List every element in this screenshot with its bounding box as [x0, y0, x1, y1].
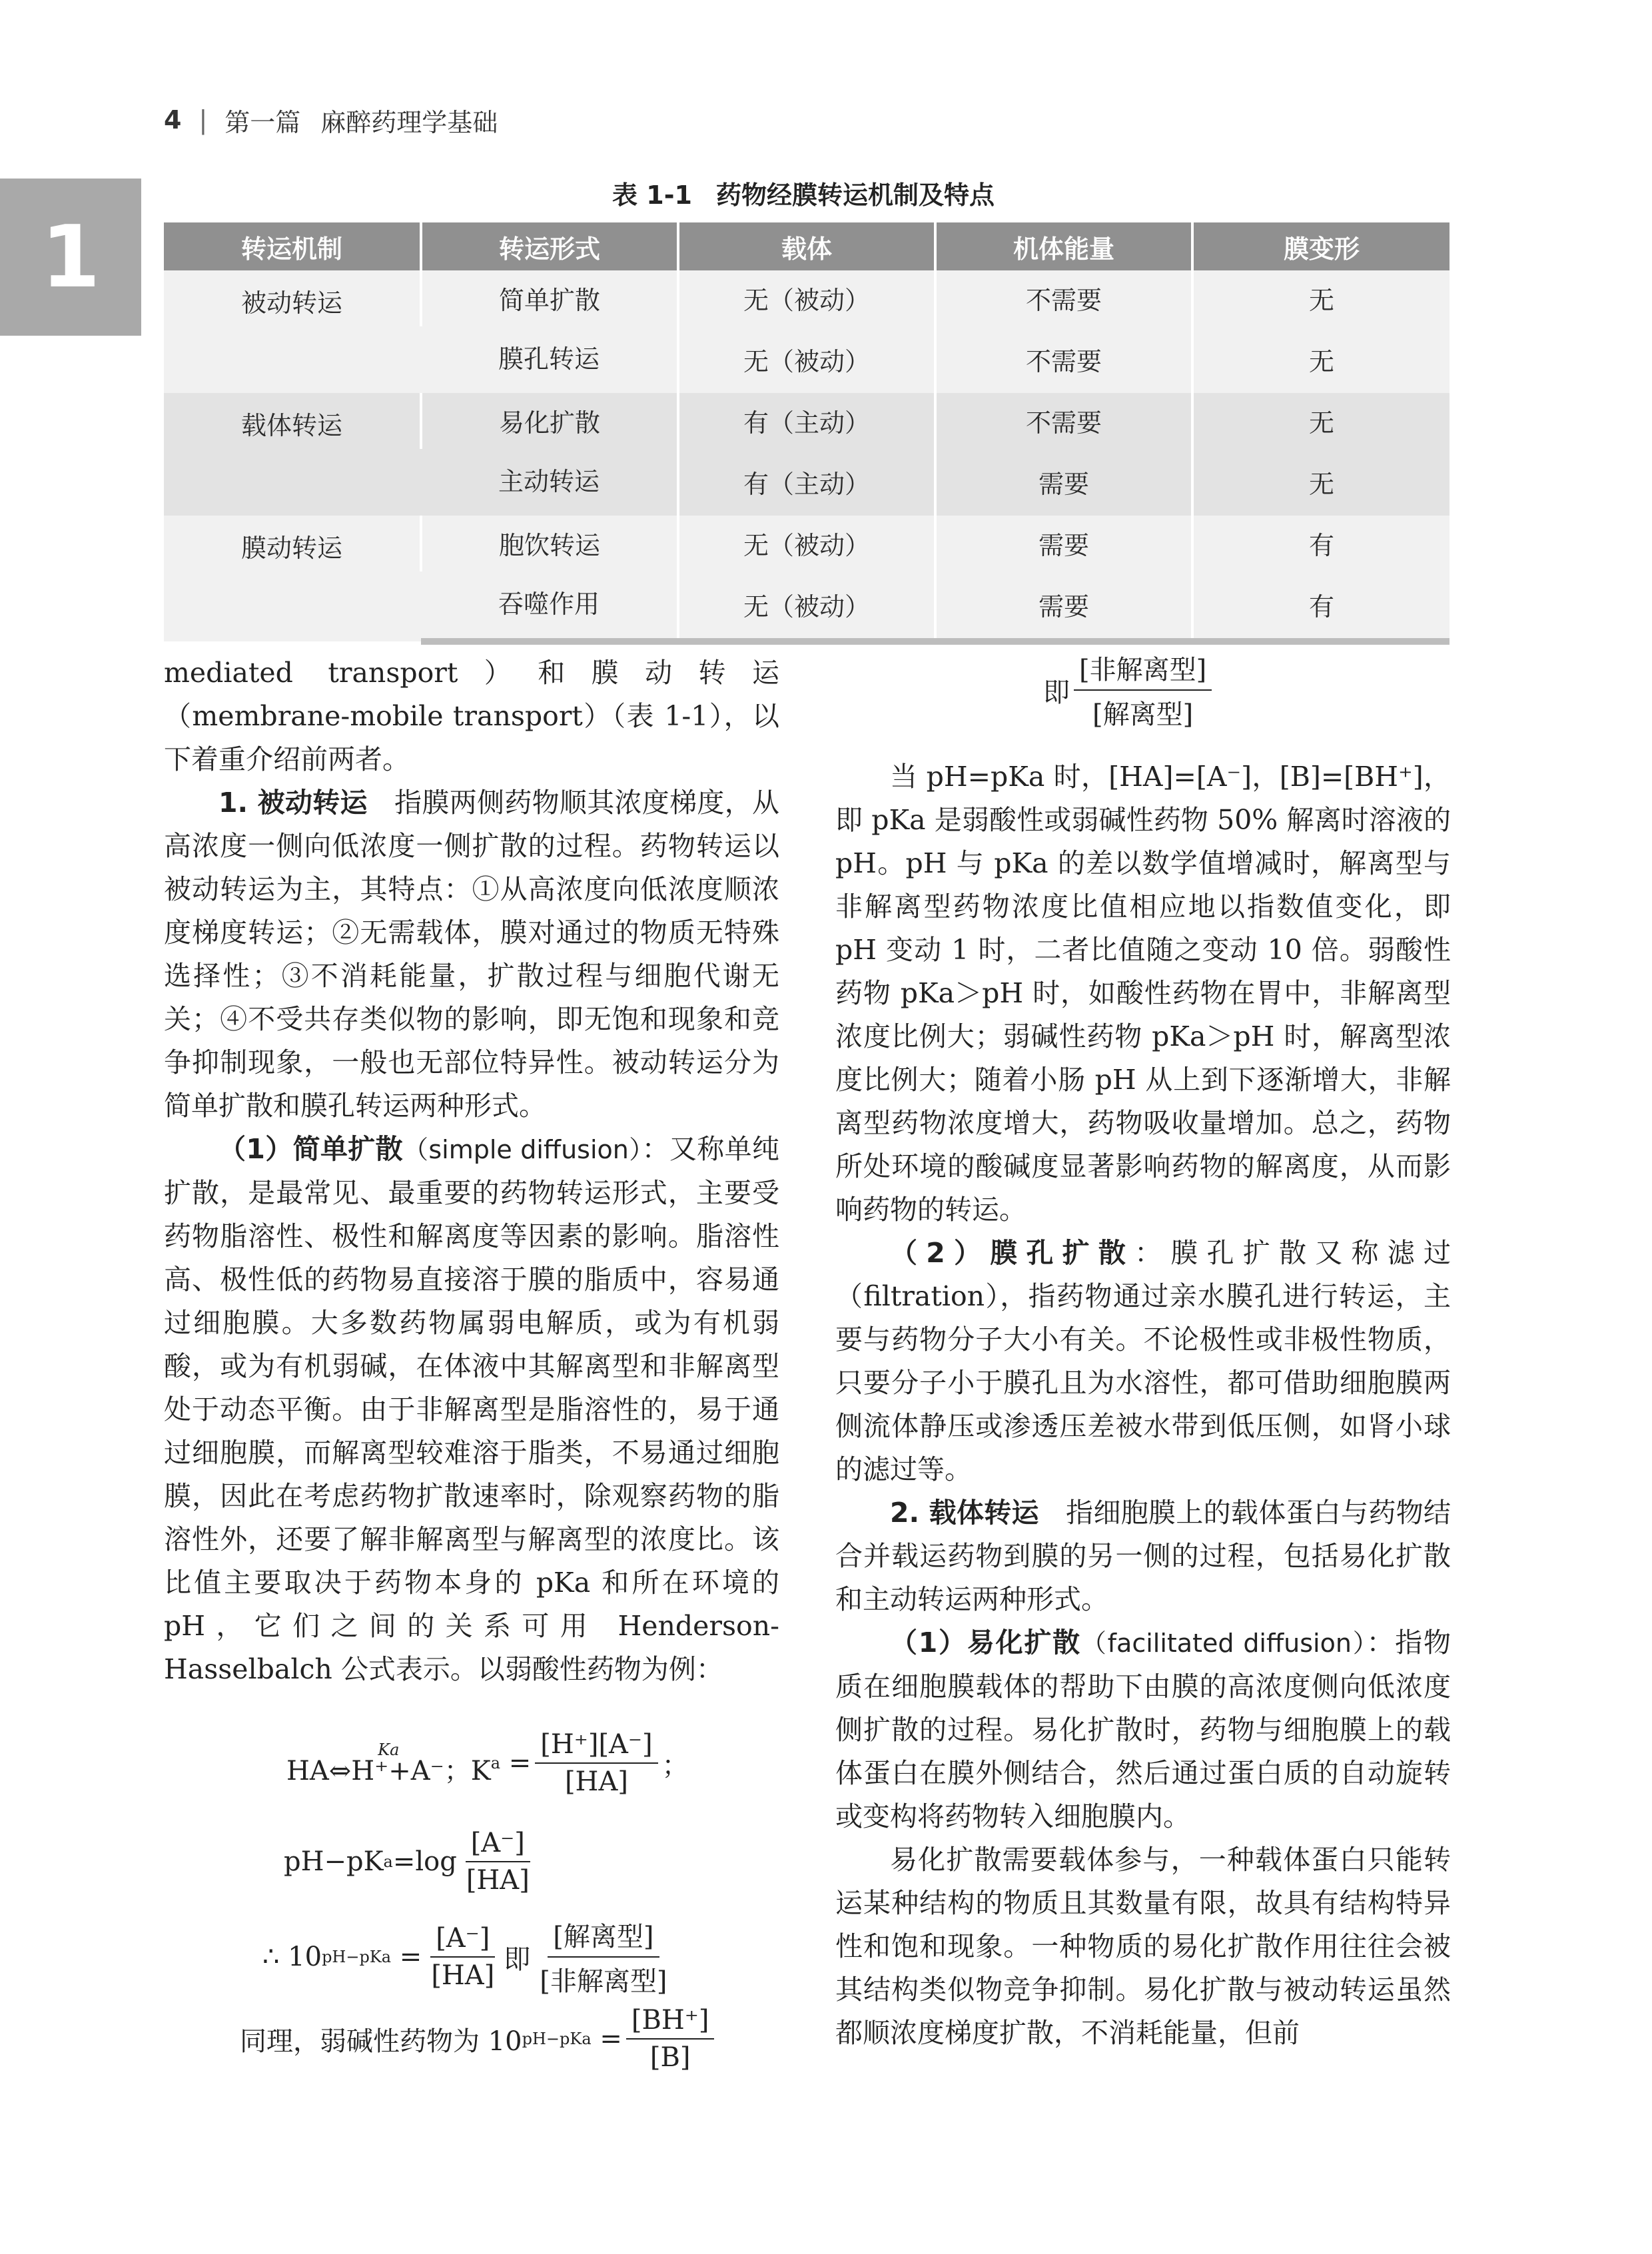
table-cell: 主动转运 — [421, 449, 678, 516]
table-title: 药物经膜转运机制及特点 — [715, 181, 995, 210]
table-cell: 易化扩散 — [421, 393, 678, 449]
header-separator: | — [199, 105, 208, 135]
table-cell: 无 — [1192, 449, 1449, 516]
formula-henderson-hasselbalch: pH−pK a =log $\frac{[A^-]}{[HA]}$ — [284, 1828, 539, 1896]
table-cell: 膜孔转运 — [421, 326, 678, 394]
table-cell: 无 — [1192, 326, 1449, 394]
formula-numerator: [解离型] — [548, 1916, 659, 1958]
table-number: 表 1-1 — [612, 181, 692, 210]
pka-paragraph: 当 pH=pKa 时，[HA]=[A⁻]，[B]=[BH⁺]，即 pKa 是弱酸性或弱碱性药物 50% 解离时溶液的 pH。pH 与 pKa 的差以数学值增减时，解离型与非解离型药物浓度比值相应地以指数值变化，即 pH 变动 1 时，二者比值随之变动 10 倍。弱酸性药物 pKa＞pH 时，如酸性药物在胃中，非解离型浓度比例大；弱碱性药物 pKa＞pH 时，解离型浓度比例大；随着小肠 pH 从上到下逐渐增大，非解离型药物浓度增大，药物吸收量增加。总之，药物所处环境的酸碱度显著影响药物的解离度，从而影响药物的转运。 — [835, 761, 1451, 1226]
formula-denominator: [B] — [649, 2042, 691, 2073]
paragraph-text: 指膜两侧药物顺其浓度梯度，从高浓度一侧向低浓度一侧扩散的过程。药物转运以被动转运为主，其特点：①从高浓度向低浓度顺浓度梯度转运；②无需载体，膜对通过的物质无特殊选择性；③不消耗能量，扩散过程与细胞代谢无关；④不受共存类似物的影响，即无饱和现象和竞争抑制现象，一般也无部位特异性。被动转运分为简单扩散和膜孔转运两种形式。 — [164, 787, 779, 1122]
table-cell: 无 — [1192, 270, 1449, 326]
table-cell: 需要 — [935, 516, 1192, 571]
table-cell: 有（主动） — [678, 449, 935, 516]
part-title: 麻醉药理学基础 — [320, 107, 498, 137]
formula-sup: Ka — [378, 1740, 400, 1759]
carrier-transport-paragraph — [835, 1491, 1451, 1621]
formula-text: 同理，弱碱性药物为 10 — [240, 2026, 522, 2057]
chapter-tab: 1 — [0, 179, 141, 336]
formula-numerator: [A⁻] — [430, 1923, 495, 1958]
formula-sup: pH−pKa — [522, 2030, 592, 2048]
table-cell: 简单扩散 — [421, 270, 678, 326]
subsection-heading: （1）简单扩散 — [218, 1133, 404, 1165]
formula-denominator: [HA] — [431, 1960, 495, 1991]
header-cell: 机体能量 — [935, 222, 1192, 270]
table-cell: 胞饮转运 — [421, 516, 678, 571]
header-cell: 转运形式 — [421, 222, 678, 270]
formula-text: =log — [392, 1846, 457, 1877]
formula-acid-ratio: ∴ 10 pH−pKa = $\frac{[A^-]}{[HA]}$ 即 $\frac{\text{[解离型]}}{\text{[非解离型]}}$ — [262, 1916, 677, 1998]
mechanism-cell: 膜动转运 — [164, 516, 421, 641]
paragraph-text: 指细胞膜上的载体蛋白与药物结合并载运药物到膜的另一侧的过程，包括易化扩散和主动转运两种形式。 — [835, 1497, 1451, 1615]
table-cell: 需要 — [935, 571, 1192, 642]
table-row — [164, 516, 1449, 571]
formula-text: 即 — [504, 1944, 531, 1975]
formula-text: 即 — [1043, 677, 1070, 708]
header-cell: 载体 — [678, 222, 935, 270]
formula-text: pH−pK — [284, 1846, 384, 1877]
mechanism-cell: 载体转运 — [164, 393, 421, 516]
transport-table — [164, 222, 1449, 645]
subsection-heading: （1）易化扩散 — [890, 1627, 1081, 1659]
table-cell: 有 — [1192, 516, 1449, 571]
formula-numerator: [H⁺][A⁻] — [535, 1729, 657, 1764]
mechanism-cell: 被动转运 — [164, 270, 421, 393]
facilitated-diffusion-features-paragraph: 易化扩散需要载体参与，一种载体蛋白只能转运某种结构的物质且其数量有限，故具有结构特异性和饱和现象。一种物质的易化扩散作用往往会被其结构类似物竞争抑制。易化扩散与被动转运虽然都顺浓度梯度扩散，不消耗能量，但前 — [835, 1844, 1451, 2049]
running-header — [164, 100, 498, 140]
formula-numerator: [BH⁺] — [626, 2005, 715, 2040]
formula-numerator: [A⁻] — [466, 1828, 530, 1862]
header-cell: 转运机制 — [164, 222, 421, 270]
paragraph-text: ：又称单纯扩散，是最常见、最重要的药物转运形式，主要受药物脂溶性、极性和解离度等因素的影响。脂溶性高、极性低的药物易直接溶于膜的脂质中，容易通过细胞膜。大多数药物属弱电解质，或为有机弱酸，或为有机弱碱，在体液中其解离型和非解离型处于动态平衡。由于非解离型是脂溶性的，易于通过细胞膜，而解离型较难溶于脂类，不易通过细胞膜，因此在考虑药物扩散速率时，除观察药物的脂溶性外，还要了解非解离型与解离型的浓度比。该比值主要取决于药物本身的 pKa 和所在环境的 pH，它们之间的关系可用 Henderson-Hasselbalch 公式表示。以弱酸性药物为例： — [164, 1133, 779, 1685]
subsection-heading: （2）膜孔扩散 — [890, 1237, 1135, 1269]
formula-denominator: [HA] — [564, 1766, 628, 1797]
facilitated-diffusion-paragraph — [835, 1621, 1451, 1838]
table-cell: 有（主动） — [678, 393, 935, 449]
paragraph-text: ：膜孔扩散又称滤过（filtration），指药物通过亲水膜孔进行转运，主要与药物分子大小有关。不论极性或非极性物质，只要分子小于膜孔且为水溶性，都可借助细胞膜两侧流体静压或渗透压差被水带到低压侧，如肾小球的滤过等。 — [835, 1237, 1451, 1485]
formula-text: HA⇔H⁺+A⁻；K — [286, 1756, 491, 1786]
formula-denominator: [解离型] — [1092, 699, 1194, 730]
left-column — [164, 651, 779, 1691]
intro-paragraph: mediated transport）和膜动转运（membrane-mobile transport）（表 1-1），以下着重介绍前两者。 — [164, 657, 779, 775]
english-term: （simple diffusion） — [403, 1135, 642, 1164]
page-number: 4 — [164, 105, 182, 135]
english-term: （facilitated diffusion） — [1080, 1629, 1367, 1658]
table-cell: 无（被动） — [678, 516, 935, 571]
table-row — [164, 270, 1449, 326]
table-cell: 吞噬作用 — [421, 571, 678, 642]
section-heading: 2. 载体转运 — [890, 1497, 1039, 1529]
formula-sup: pH−pKa — [322, 1948, 392, 1966]
right-column — [835, 755, 1451, 2055]
table-header-row — [164, 222, 1449, 270]
table-cell: 无（被动） — [678, 270, 935, 326]
paragraph-text: ：指物质在细胞膜载体的帮助下由膜的高浓度侧向低浓度侧扩散的过程。易化扩散时，药物与细胞膜上的载体蛋白在膜外侧结合，然后通过蛋白质的自动旋转或变构将药物转入细胞膜内。 — [835, 1627, 1451, 1832]
part-label: 第一篇 — [224, 107, 301, 137]
passive-transport-paragraph — [164, 781, 779, 1128]
formula-denominator: [HA] — [466, 1865, 530, 1896]
formula-numerator: [非解离型] — [1074, 649, 1212, 691]
section-heading: 1. 被动转运 — [218, 787, 368, 819]
table-cell: 不需要 — [935, 270, 1192, 326]
formula-base-ratio-cont — [1043, 649, 1216, 731]
simple-diffusion-paragraph — [164, 1128, 779, 1691]
table-row — [164, 393, 1449, 449]
table-cell: 需要 — [935, 449, 1192, 516]
membrane-pore-paragraph — [835, 1232, 1451, 1491]
formula-text: ∴ 10 — [262, 1942, 322, 1972]
formula-denominator: [非解离型] — [540, 1966, 667, 1997]
table-cell: 不需要 — [935, 393, 1192, 449]
table-cell: 有 — [1192, 571, 1449, 642]
table-caption — [164, 175, 1443, 211]
formula-base-ratio: 同理，弱碱性药物为 10 pH−pKa = $\frac{[BH^+]}{[B]}$ — [240, 2005, 718, 2073]
header-cell: 膜变形 — [1192, 222, 1449, 270]
table-cell: 无 — [1192, 393, 1449, 449]
table-cell: 不需要 — [935, 326, 1192, 394]
table-cell: 无（被动） — [678, 326, 935, 394]
table-cell: 无（被动） — [678, 571, 935, 642]
formula-dissociation-constant: Ka HA⇔H⁺+A⁻；K a = $\frac{[H^+][A^-]}{[HA]}$ ； — [286, 1729, 689, 1797]
